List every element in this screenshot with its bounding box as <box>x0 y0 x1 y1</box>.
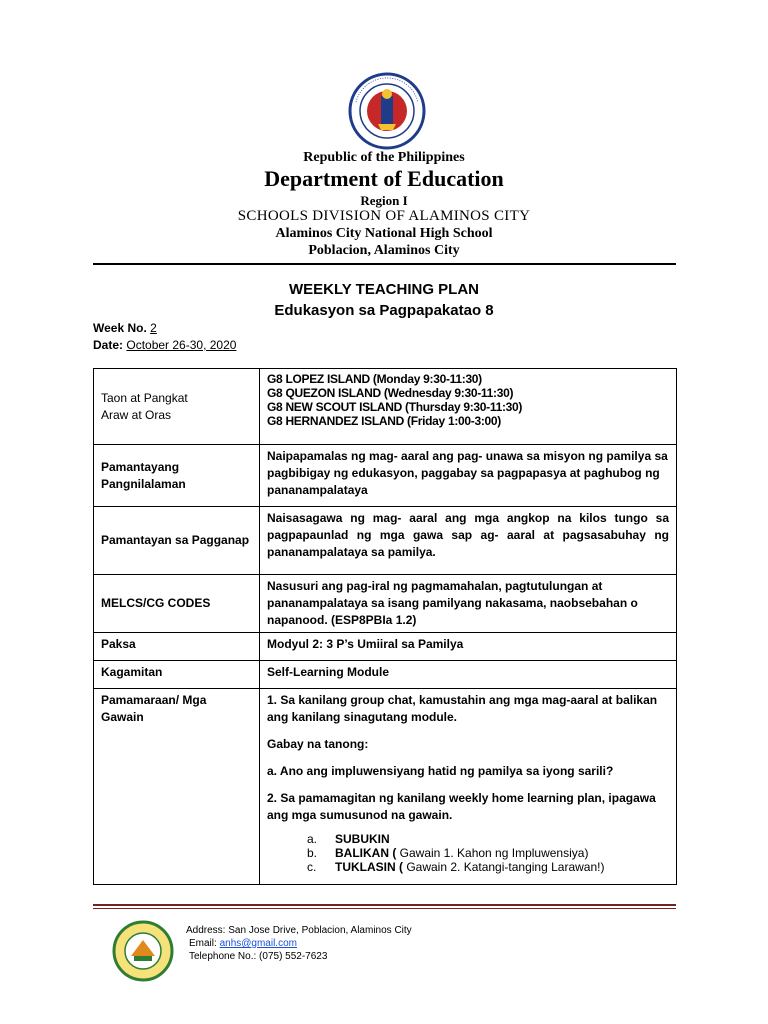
activity-detail: Gawain 1. Kahon ng Impluwensiya) <box>396 846 589 860</box>
table-row <box>94 575 677 633</box>
row-label: Pamantayang Pangnilalaman <box>94 445 260 507</box>
week-line <box>93 321 157 335</box>
schedule-item: G8 NEW SCOUT ISLAND (Thursday 9:30-11:30) <box>267 400 523 414</box>
date-line <box>93 338 236 352</box>
table-row <box>94 689 677 885</box>
deped-seal-logo <box>348 72 426 150</box>
email-label: Email: <box>189 938 217 949</box>
row-label: Paksa <box>94 633 260 661</box>
list-item <box>307 860 669 874</box>
step-paragraph: 1. Sa kanilang group chat, kamustahin ang mga mag-aaral at balikan ang kanilang sinagutang module. <box>267 693 658 724</box>
row-label: Kagamitan <box>94 661 260 689</box>
activity-name: BALIKAN ( <box>335 846 397 860</box>
row-label-line: Taon at Pangkat <box>101 390 188 405</box>
table-row <box>94 633 677 661</box>
date-value: October 26-30, 2020 <box>126 338 237 352</box>
table-row <box>94 369 677 445</box>
step-paragraph: 2. Sa pamamagitan ng kanilang weekly home learning plan, ipagawa ang mga sumusunod na gawain. <box>267 791 656 822</box>
activity-detail: Gawain 2. Katangi-tanging Larawan!) <box>403 860 605 874</box>
school-address: Poblacion, Alaminos City <box>308 243 460 258</box>
week-label: Week No. <box>93 321 147 335</box>
footer-divider <box>93 904 676 906</box>
guide-question-label: Gabay na tanong: <box>267 737 369 751</box>
row-content <box>260 689 677 885</box>
footer-email-line <box>189 938 297 949</box>
list-letter: a. <box>307 832 318 846</box>
row-label-line: Araw at Oras <box>101 407 172 422</box>
teaching-plan-table <box>93 368 677 885</box>
footer-telephone: Telephone No.: (075) 552-7623 <box>189 951 328 962</box>
footer-address: Address: San Jose Drive, Poblacion, Alaminos City <box>186 925 412 936</box>
row-content: Nasusuri ang pag-iral ng pagmamahalan, pagtutulungan at pananampalataya sa isang pamilyang nakasama, naobsebahan o napanood. (ESP8PBIa 1.2) <box>260 575 677 633</box>
schedule-cell <box>260 369 677 445</box>
week-value: 2 <box>150 321 157 335</box>
region-line: Region I <box>360 193 408 208</box>
school-name: Alaminos City National High School <box>275 226 493 241</box>
schedule-item: G8 QUEZON ISLAND (Wednesday 9:30-11:30) <box>267 386 514 400</box>
list-letter: b. <box>307 846 318 860</box>
school-division-logo <box>112 920 174 982</box>
schedule-item: G8 HERNANDEZ ISLAND (Friday 1:00-3:00) <box>267 414 501 428</box>
row-label <box>94 369 260 445</box>
footer-divider-thin <box>93 908 676 909</box>
table-row <box>94 445 677 507</box>
activity-list <box>307 832 669 874</box>
division-line: SCHOOLS DIVISION OF ALAMINOS CITY <box>237 208 531 224</box>
republic-line: Republic of the Philippines <box>303 150 465 165</box>
row-content: Self-Learning Module <box>260 661 677 689</box>
table-row <box>94 661 677 689</box>
row-label: Pamamaraan/ Mga Gawain <box>94 689 260 885</box>
list-item <box>307 832 669 846</box>
row-label: MELCS/CG CODES <box>94 575 260 633</box>
date-label: Date: <box>93 338 124 352</box>
list-item <box>307 846 669 860</box>
activity-name: SUBUKIN <box>335 832 390 846</box>
schedule-item: G8 LOPEZ ISLAND (Monday 9:30-11:30) <box>267 372 482 386</box>
row-content: Modyul 2: 3 P’s Umiiral sa Pamilya <box>260 633 677 661</box>
document-title: WEEKLY TEACHING PLAN <box>288 281 480 298</box>
row-content: Naipapamalas ng mag- aaral ang pag- unawa sa misyon ng pamilya sa pagbibigay ng edukasyon, paggabay sa pagpapasya at paghubog ng pananampalataya <box>260 445 677 507</box>
list-letter: c. <box>307 860 317 874</box>
department-title: Department of Education <box>264 166 504 191</box>
guide-question: a. Ano ang impluwensiyang hatid ng pamilya sa iyong sarili? <box>267 764 614 778</box>
email-link[interactable]: anhs@gmail.com <box>219 938 297 949</box>
row-content: Naisasagawa ng mag- aaral ang mga angkop na kilos tungo sa pagpapaunlad ng mga gawa sap ag- aaral at pagsasabuhay ng pananampalataya sa pamilya. <box>260 507 677 575</box>
table-row <box>94 507 677 575</box>
header-divider <box>93 263 676 265</box>
subject-title: Edukasyon sa Pagpapakatao 8 <box>274 302 494 319</box>
activity-name: TUKLASIN ( <box>335 860 403 874</box>
row-label: Pamantayan sa Pagganap <box>94 507 260 575</box>
